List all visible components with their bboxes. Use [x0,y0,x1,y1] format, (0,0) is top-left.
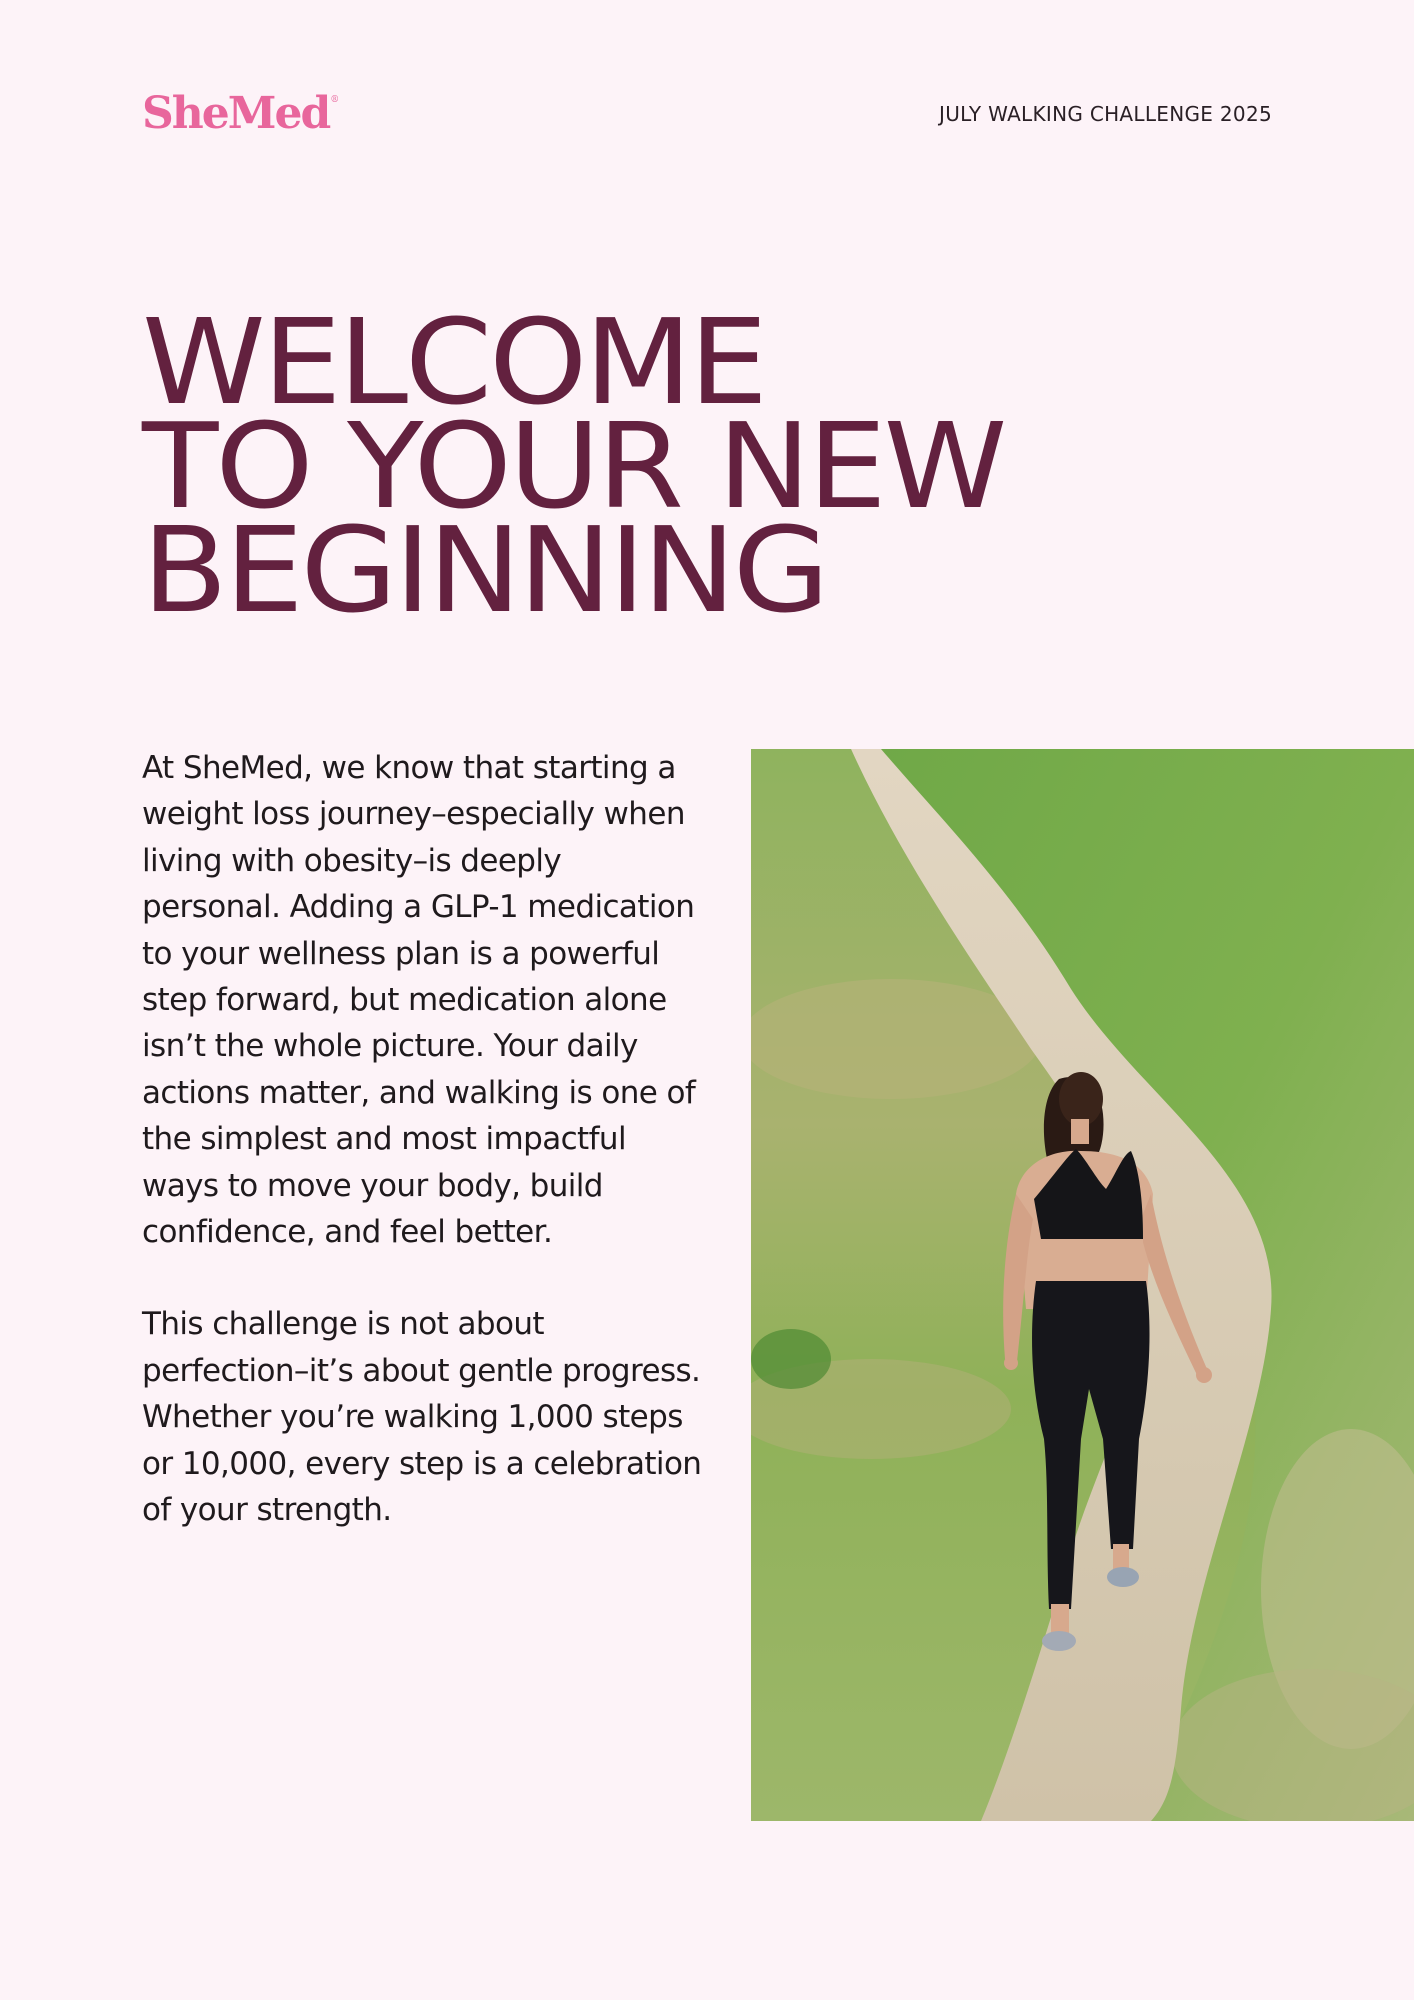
woman-walking-on-path-photo [751,749,1414,1821]
challenge-header-label: JULY WALKING CHALLENGE 2025 [939,102,1272,126]
shemed-logo [142,88,340,139]
intro-paragraph-2: This challenge is not about perfection–it’s about gentle progress. Whether you’re walking 1,000 steps or 10,000, every step is a celebration of your strength. [142,1306,702,1529]
hero-title-line-1: WELCOME [142,293,765,431]
logo-text: SheMed [142,88,330,139]
registered-mark: ® [330,95,340,105]
intro-text [142,745,702,1580]
hero-title-line-2: TO YOUR NEW [142,397,1005,535]
hero-title-line-3: BEGINNING [142,501,827,639]
hero-title [142,293,1005,639]
intro-paragraph-1: At SheMed, we know that starting a weight loss journey–especially when living with obesity–is deeply personal. Adding a GLP-1 medication to your wellness plan is a powerful step forward, but medication alone isn’t the whole picture. Your daily actions matter, and walking is one of the simplest and most impactful ways to move your body, build confidence, and feel better. [142,750,696,1251]
